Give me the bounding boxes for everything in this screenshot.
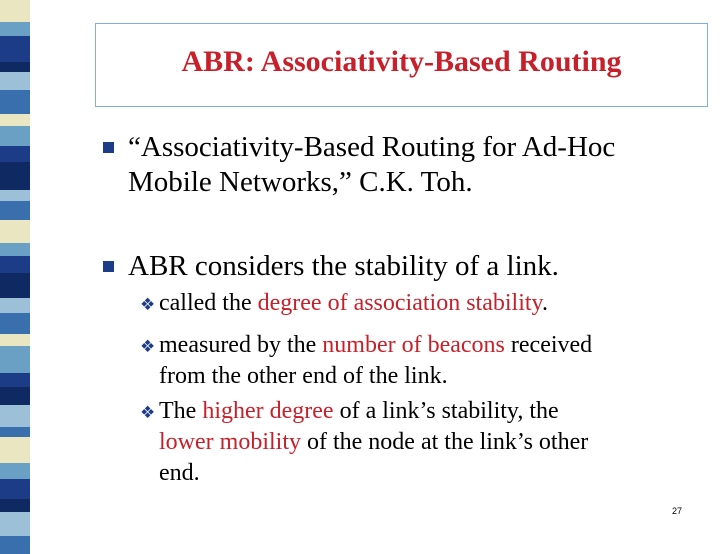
strip-block [0,62,30,72]
strip-block [0,298,30,313]
sub-bullet-3-highlight-1: higher degree [202,398,334,424]
strip-block [0,72,30,90]
strip-block [0,512,30,536]
sub-bullet-3-highlight-2: lower mobility [159,429,301,455]
bullet-1-line-2: Mobile Networks,” C.K. Toh. [128,166,473,198]
strip-block [0,126,30,146]
sub-bullet-3-pre: The [159,398,203,424]
strip-block [0,190,30,201]
strip-block [0,273,30,298]
sub-bullet-1-post: . [541,290,548,316]
decorative-left-strip [0,0,30,540]
sub-bullet-1 [159,289,548,318]
sub-bullet-2-pre: measured by the [159,332,323,358]
sub-bullet-3-line-1 [159,397,559,426]
strip-block [0,256,30,273]
strip-block [0,463,30,479]
sub-bullet-3-line-2 [159,428,588,457]
strip-block [0,536,30,554]
strip-block [0,146,30,162]
slide-title: ABR: Associativity-Based Routing [181,45,622,78]
strip-block [0,243,30,256]
strip-block [0,22,30,36]
sub-bullet-1-pre: called the [159,290,258,316]
sub-bullet-3-mid: of a link’s stability, the [333,398,559,424]
bullet-1-line-1: “Associativity-Based Routing for Ad-Hoc [128,131,616,163]
sub-bullet-3-post: of the node at the link’s other [300,429,589,455]
strip-block [0,313,30,334]
sub-bullet-2-line-1 [159,331,592,360]
strip-block [0,387,30,405]
strip-block [0,201,30,220]
strip-block [0,437,30,463]
square-bullet-icon [103,142,114,153]
page-number: 27 [672,506,683,516]
strip-block [0,90,30,114]
strip-block [0,162,30,190]
square-bullet-icon [103,261,114,272]
sub-bullet-2-highlight: number of beacons [322,332,505,358]
diamond-bullet-icon: ❖ [140,337,156,357]
diamond-bullet-icon: ❖ [140,403,156,423]
sub-bullet-2-post: received [504,332,593,358]
strip-block [0,405,30,427]
strip-block [0,427,30,437]
sub-bullet-1-highlight: degree of association stability [257,290,542,316]
bullet-2-text: ABR considers the stability of a link. [128,250,559,282]
strip-block [0,114,30,126]
strip-block [0,0,30,22]
diamond-bullet-icon: ❖ [140,295,156,315]
strip-block [0,479,30,499]
sub-bullet-2-line-2: from the other end of the link. [159,363,448,389]
strip-block [0,334,30,346]
strip-block [0,346,30,373]
strip-block [0,373,30,387]
strip-block [0,220,30,243]
strip-block [0,36,30,62]
strip-block [0,499,30,512]
sub-bullet-3-line-3: end. [159,460,200,486]
